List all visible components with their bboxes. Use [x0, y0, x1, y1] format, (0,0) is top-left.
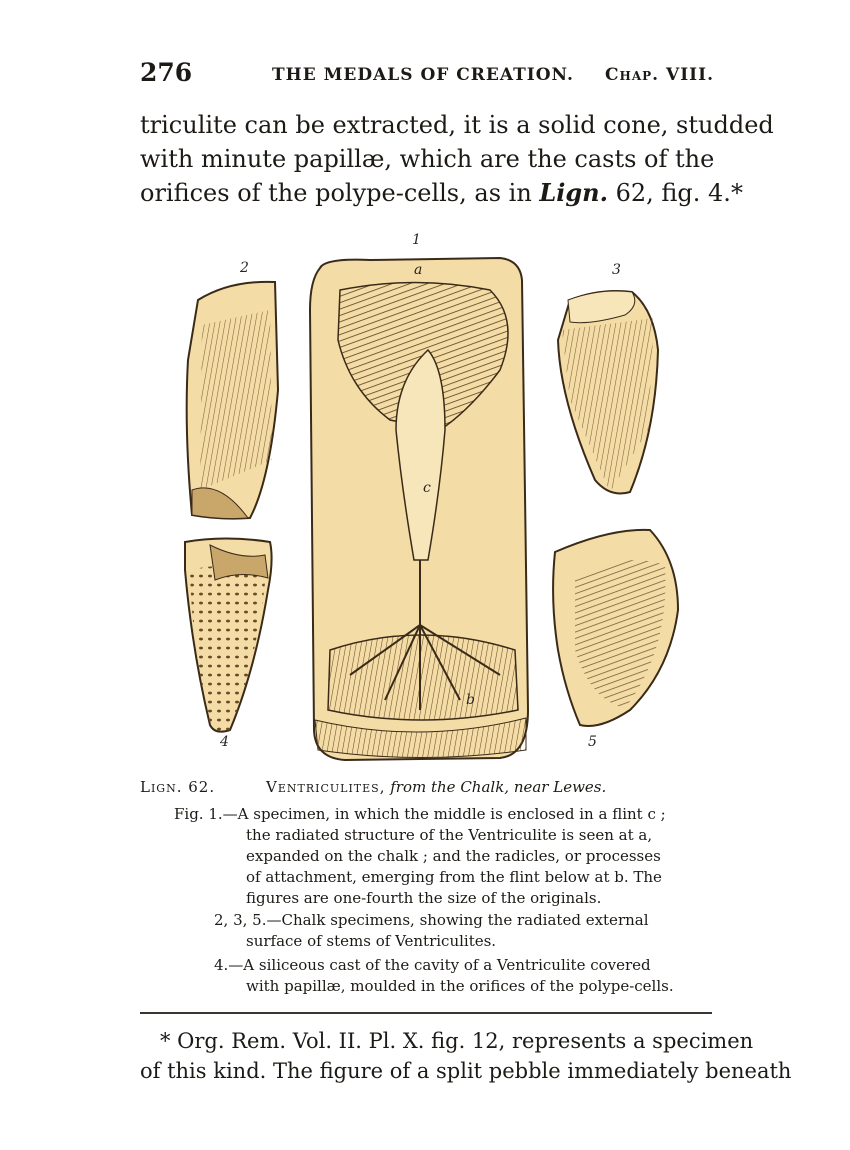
caption-line: figures are one-fourth the size of the originals. — [246, 889, 602, 907]
figure-3-specimen — [558, 291, 658, 494]
caption-line: Fig. 1.—A specimen, in which the middle is enclosed in a flint c ; — [174, 805, 666, 823]
caption-line: surface of stems of Ventriculites. — [246, 932, 497, 950]
caption-line: 2, 3, 5.—Chalk specimens, showing the radiated external — [214, 911, 649, 929]
plate-svg — [170, 230, 690, 770]
caption-fig235 — [214, 910, 649, 952]
chapter-label: Chap. VIII. — [604, 65, 714, 85]
body-line: triculite can be extracted, it is a solid cone, studded — [140, 111, 774, 139]
figure-5-specimen — [553, 530, 678, 726]
fig-label-4: 4 — [220, 734, 229, 750]
figure-2-specimen — [187, 282, 278, 519]
caption-fig1 — [174, 804, 666, 909]
footnote-divider — [140, 1012, 712, 1014]
letter-b: b — [466, 692, 475, 708]
figure-4-specimen — [185, 539, 272, 732]
lign-reference: Lign. — [539, 178, 608, 207]
letter-c: c — [423, 480, 431, 496]
body-line — [140, 176, 743, 210]
caption-locality: from the Chalk, near Lewes. — [390, 778, 607, 796]
body-text-run: 62, fig. 4.* — [607, 179, 743, 207]
fossil-plate-illustration — [170, 230, 690, 770]
caption-title — [266, 778, 606, 796]
footnote-line: * Org. Rem. Vol. II. Pl. X. fig. 12, represents a specimen — [160, 1029, 754, 1053]
lign-number: Lign. 62. — [140, 778, 216, 796]
page-header — [140, 58, 714, 90]
body-paragraph — [140, 108, 774, 210]
figure-1-specimen — [310, 258, 528, 760]
caption-fig4 — [214, 955, 674, 997]
fig-label-2: 2 — [240, 260, 249, 276]
caption-line: of attachment, emerging from the flint below at b. The — [246, 868, 662, 886]
caption-genus: Ventriculites, — [266, 778, 386, 796]
footnote — [140, 1026, 792, 1086]
body-line: with minute papillæ, which are the casts of the — [140, 145, 715, 173]
fig-label-1: 1 — [412, 232, 421, 248]
fig-label-5: 5 — [588, 734, 597, 750]
footnote-line: of this kind. The figure of a split pebble immediately beneath — [140, 1059, 792, 1083]
caption-line: 4.—A siliceous cast of the cavity of a Ventriculite covered — [214, 956, 651, 974]
fig-label-3: 3 — [612, 262, 621, 278]
caption-line: with papillæ, moulded in the orifices of the polype-cells. — [246, 977, 674, 995]
page-number: 276 — [140, 58, 193, 87]
letter-a: a — [414, 262, 423, 278]
body-text-run: orifices of the polype-cells, as in — [140, 179, 540, 207]
running-head: THE MEDALS OF CREATION. — [272, 65, 574, 85]
caption-line: the radiated structure of the Ventriculite is seen at a, — [246, 826, 653, 844]
caption-line: expanded on the chalk ; and the radicles, or processes — [246, 847, 661, 865]
